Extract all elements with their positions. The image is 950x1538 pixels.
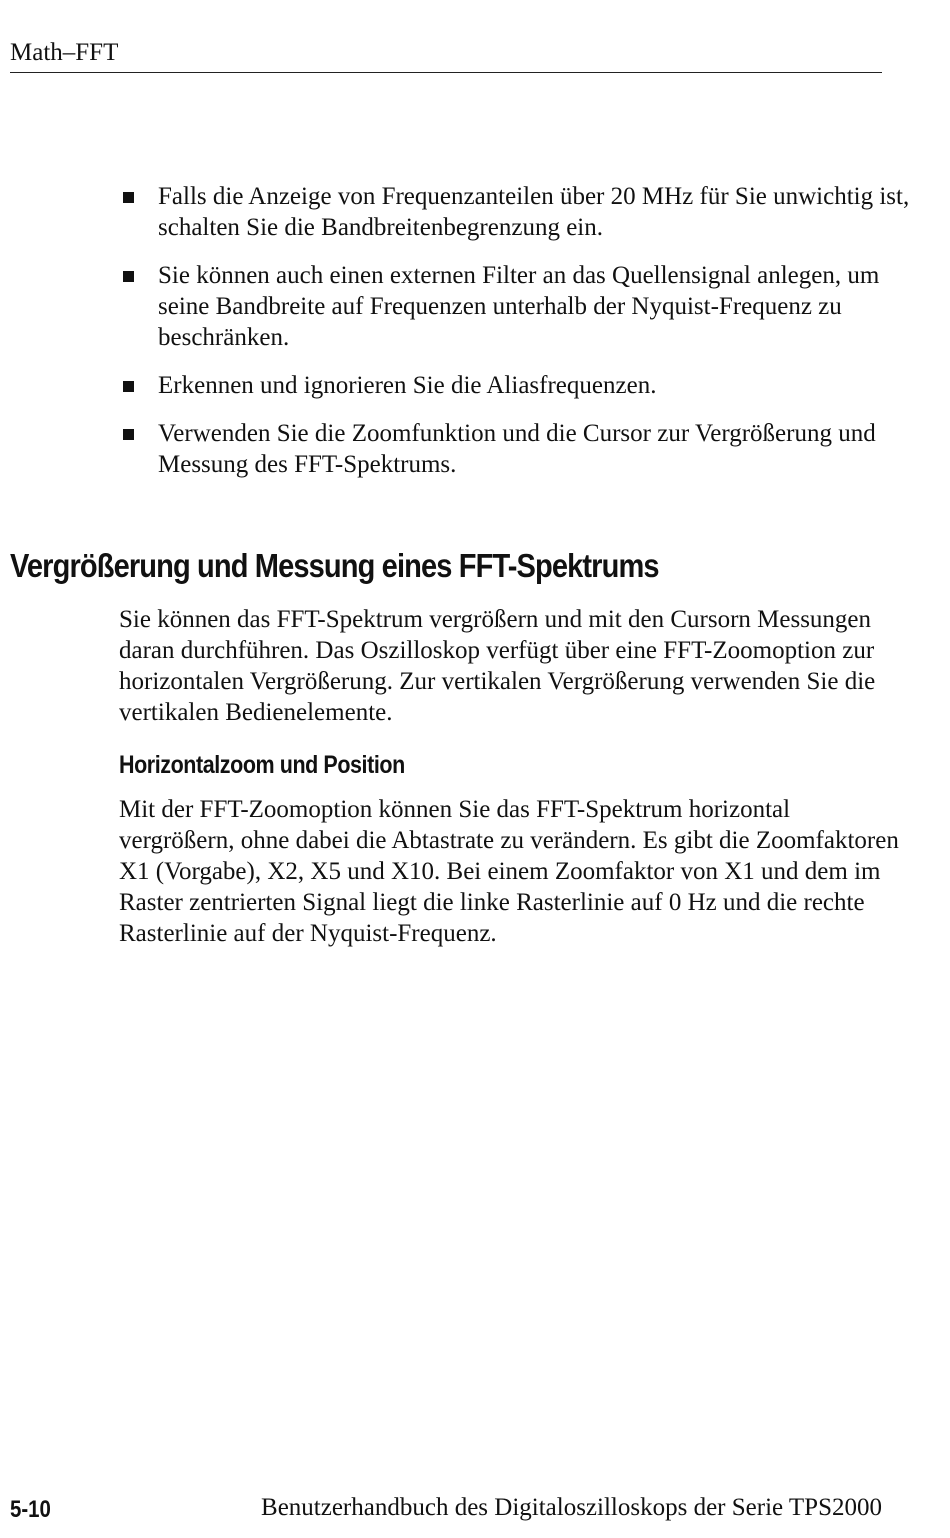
square-bullet-icon xyxy=(123,192,134,203)
section-heading: Vergrößerung und Messung eines FFT-Spektrums xyxy=(10,547,659,584)
list-item-text: Falls die Anzeige von Frequenzanteilen über 20 MHz für Sie unwichtig ist, schalten Sie die Bandbreitenbegrenzung ein. xyxy=(158,183,910,241)
running-head: Math–FFT xyxy=(10,39,119,66)
list-item xyxy=(120,370,910,401)
list-item-text: Erkennen und ignorieren Sie die Aliasfrequenzen. xyxy=(158,372,657,399)
square-bullet-icon xyxy=(123,429,134,440)
footer-title: Benutzerhandbuch des Digitaloszilloskops der Serie TPS2000 xyxy=(261,1494,882,1521)
square-bullet-icon xyxy=(123,271,134,282)
section-intro-paragraph: Sie können das FFT-Spektrum vergrößern und mit den Cursorn Messungen daran durchführen. Das Oszilloskop verfügt über eine FFT-Zoomoption zur horizontalen Vergrößerung. Zur vertikalen Vergrößerung verwenden Sie die vertikalen Bedienelemente. xyxy=(119,606,876,726)
subsection-heading: Horizontalzoom und Position xyxy=(119,751,405,779)
header-rule xyxy=(10,72,882,73)
list-item xyxy=(120,181,910,243)
list-item-text: Sie können auch einen externen Filter an das Quellensignal anlegen, um seine Bandbreite auf Frequenzen unterhalb der Nyquist-Frequenz zu beschränken. xyxy=(158,262,880,351)
list-item-text: Verwenden Sie die Zoomfunktion und die Cursor zur Vergrößerung und Messung des FFT-Spektrums. xyxy=(158,420,876,478)
bullet-list xyxy=(120,181,910,497)
subsection-paragraph: Mit der FFT-Zoomoption können Sie das FFT-Spektrum horizontal vergrößern, ohne dabei die Abtastrate zu verändern. Es gibt die Zoomfaktoren X1 (Vorgabe), X2, X5 und X10. Bei einem Zoomfaktor von X1 und dem im Raster zentrierten Signal liegt die linke Rasterlinie auf 0 Hz und die rechte Rasterlinie auf der Nyquist-Frequenz. xyxy=(119,796,899,947)
list-item xyxy=(120,418,910,480)
list-item xyxy=(120,260,910,353)
page-number: 5-10 xyxy=(10,1496,51,1523)
square-bullet-icon xyxy=(123,381,134,392)
